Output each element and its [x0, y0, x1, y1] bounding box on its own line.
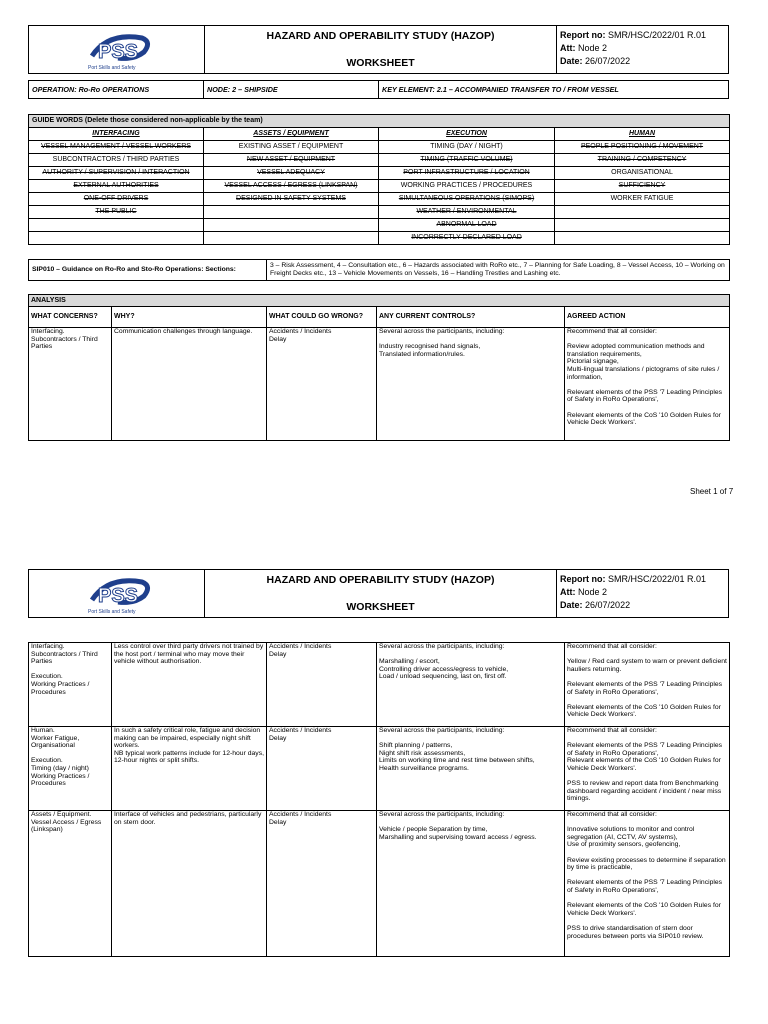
att-label: Att:	[560, 587, 576, 597]
sip-label: SIP010 – Guidance on Ro-Ro and Sto-Ro Operations: Sections:	[29, 260, 267, 281]
col-header-wrong: WHAT COULD GO WRONG?	[267, 307, 377, 328]
table-row	[29, 328, 730, 441]
report-value: SMR/HSC/2022/01 R.01	[608, 574, 707, 584]
att-value: Node 2	[578, 587, 608, 597]
header-titles	[205, 26, 557, 73]
page-subtitle: WORKSHEET	[346, 57, 415, 69]
gw-cell	[555, 206, 730, 219]
why-cell: In such a safety critical role, fatigue and decision making can be impaired, especially night shift workers. NB typical work patterns include for 12-hour days, 12-hour nights or split shifts.	[114, 727, 264, 765]
concerns-cell: Interfacing. Subcontractors / Third Parties Execution. Working Practices / Procedures	[31, 643, 98, 696]
gw-cell: TRAINING / COMPETENCY	[555, 154, 730, 167]
gw-cell: SIMULTANEOUS OPERATIONS (SIMOPS)	[379, 193, 555, 206]
gw-cell: ORGANISATIONAL	[555, 167, 730, 180]
gw-cell: WORKING PRACTICES / PROCEDURES	[379, 180, 555, 193]
gw-cell: PEOPLE POSITIONING / MOVEMENT	[555, 141, 730, 154]
col-header-controls: ANY CURRENT CONTROLS?	[377, 307, 565, 328]
wrong-cell: Accidents / Incidents Delay	[269, 643, 332, 658]
gw-cell: NEW ASSET / EQUIPMENT	[204, 154, 379, 167]
att-label: Att:	[560, 43, 576, 53]
report-label: Report no:	[560, 30, 606, 40]
gw-cell	[555, 232, 730, 245]
controls-cell: Several across the participants, including: Vehicle / people Separation by time, Marshalling and supervising toward access / egress.	[379, 811, 537, 841]
action-cell: Recommend that all consider: Review adopted communication methods and translation requirements, Pictorial signage, Multi-lingual translations / pictograms of site rules / information, Relevant elements of the PSS '7 Leading Principles of Safety in RoRo Operations', Relevant elements of the CoS '10 Golden Rules for Vehicle Deck Workers'.	[567, 328, 723, 427]
pss-logo	[29, 570, 205, 617]
why-cell: Interface of vehicles and pedestrians, particularly on stern door.	[114, 811, 262, 826]
worksheet-header-2	[28, 569, 729, 618]
gw-cell: VESSEL ACCESS / EGRESS (LINKSPAN)	[204, 180, 379, 193]
node-cell: NODE: 2 – SHIPSIDE	[204, 81, 379, 98]
table-row	[29, 643, 730, 727]
action-cell: Recommend that all consider: Yellow / Red card system to warn or prevent deficient hauliers returning. Relevant elements of the PSS '7 Leading Principles of Safety in RoRo Operations', Relevant elements of the CoS '10 Golden Rules for Vehicle Deck Workers'.	[567, 643, 727, 719]
analysis-table-2	[28, 642, 730, 957]
gw-header-execution: EXECUTION	[379, 128, 555, 141]
concerns-cell: Human. Worker Fatigue, Organisational Execution. Timing (day / night) Working Practices / Procedures	[31, 727, 90, 788]
gw-cell: ABNORMAL LOAD	[379, 219, 555, 232]
sip-guidance-table	[28, 259, 730, 281]
logo-tagline: Port Skills and Safety	[87, 64, 136, 71]
operation-bar	[28, 80, 729, 99]
gw-cell: SUFFICIENCY	[555, 180, 730, 193]
report-value: SMR/HSC/2022/01 R.01	[608, 30, 707, 40]
gw-cell: TIMING (TRAFFIC VOLUME)	[379, 154, 555, 167]
wrong-cell: Accidents / Incidents Delay	[269, 328, 332, 343]
why-cell: Communication challenges through language.	[114, 328, 253, 335]
guide-words-table	[28, 114, 730, 245]
pss-logo	[29, 26, 205, 73]
controls-cell: Several across the participants, including: Marshalling / escort, Controlling driver access/egress to vehicle, Load / unload sequencing, last on, first off.	[379, 643, 509, 681]
date-value: 26/07/2022	[585, 56, 631, 66]
logo-text: PSS	[97, 40, 138, 63]
report-meta	[557, 570, 728, 617]
gw-cell: TIMING (DAY / NIGHT)	[379, 141, 555, 154]
gw-cell: VESSEL ADEQUACY	[204, 167, 379, 180]
gw-cell: AUTHORITY / SUPERVISION / INTERACTION	[29, 167, 204, 180]
wrong-cell: Accidents / Incidents Delay	[269, 811, 332, 826]
gw-cell	[29, 219, 204, 232]
col-header-why: WHY?	[112, 307, 267, 328]
gw-cell: ONE-OFF DRIVERS	[29, 193, 204, 206]
controls-cell: Several across the participants, including: Industry recognised hand signals, Translated information/rules.	[379, 328, 505, 358]
gw-cell	[204, 219, 379, 232]
sip-sections: 3 – Risk Assessment, 4 – Consultation etc., 6 – Hazards associated with RoRo etc., 7 – Planning for Safe Loading, 8 – Vessel Access, 10 – Working on Freight Decks etc., 13 – Vehicle Movements on Vessels, 16 – Handling Trestles and Lashing etc.	[267, 260, 730, 281]
gw-cell: WORKER FATIGUE	[555, 193, 730, 206]
page-subtitle: WORKSHEET	[346, 601, 415, 613]
operation-cell: OPERATION: Ro-Ro OPERATIONS	[29, 81, 204, 98]
gw-cell: THE PUBLIC	[29, 206, 204, 219]
gw-cell	[29, 232, 204, 245]
sheet-number: Sheet 1 of 7	[690, 487, 734, 496]
col-header-action: AGREED ACTION	[565, 307, 730, 328]
gw-cell	[204, 206, 379, 219]
logo-tagline: Port Skills and Safety	[87, 608, 136, 615]
key-element-cell: KEY ELEMENT: 2.1 – ACCOMPANIED TRANSFER TO / FROM VESSEL	[382, 85, 619, 94]
logo-text: PSS	[97, 584, 138, 607]
gw-header-human: HUMAN	[555, 128, 730, 141]
controls-cell: Several across the participants, including: Shift planning / patterns, Night shift risk assessments, Limits on working time and rest time between shifts, Health surveillance programs.	[379, 727, 535, 772]
gw-cell: EXTERNAL AUTHORITIES	[29, 180, 204, 193]
action-cell: Recommend that all consider: Relevant elements of the PSS '7 Leading Principles of Safety in RoRo Operations', Relevant elements of the CoS '10 Golden Rules for Vehicle Deck Workers'. PSS to review and report data from Benchmarking dashboard regarding accident / incident / near miss timings.	[567, 727, 723, 803]
col-header-concerns: WHAT CONCERNS?	[29, 307, 112, 328]
table-row	[29, 727, 730, 811]
gw-cell	[555, 219, 730, 232]
table-row	[29, 811, 730, 957]
att-value: Node 2	[578, 43, 608, 53]
date-label: Date:	[560, 56, 583, 66]
gw-cell: WEATHER / ENVIRONMENTAL	[379, 206, 555, 219]
date-value: 26/07/2022	[585, 600, 631, 610]
gw-cell	[204, 232, 379, 245]
report-meta	[557, 26, 728, 73]
gw-header-assets: ASSETS / EQUIPMENT	[204, 128, 379, 141]
action-cell: Recommend that all consider: Innovative solutions to monitor and control segregation (AI, CCTV, AV systems), Use of proximity sensors, geofencing, Review existing processes to determine if separation by time is practicable, Relevant elements of the PSS '7 Leading Principles of Safety in RoRo Operations', Relevant elements of the CoS '10 Golden Rules for Vehicle Deck Workers'. PSS to drive standardisation of stern door procedures between ports via SIP010 review.	[567, 811, 726, 940]
worksheet-header	[28, 25, 729, 74]
analysis-table	[28, 294, 730, 441]
gw-cell: VESSEL MANAGEMENT / VESSEL WORKERS	[29, 141, 204, 154]
header-titles	[205, 570, 557, 617]
gw-cell: EXISTING ASSET / EQUIPMENT	[204, 141, 379, 154]
wrong-cell: Accidents / Incidents Delay	[269, 727, 332, 742]
gw-cell: SUBCONTRACTORS / THIRD PARTIES	[29, 154, 204, 167]
gw-cell: PORT INFRASTRUCTURE / LOCATION	[379, 167, 555, 180]
gw-cell: INCORRECTLY DECLARED LOAD	[379, 232, 555, 245]
analysis-title: ANALYSIS	[29, 295, 730, 307]
date-label: Date:	[560, 600, 583, 610]
concerns-cell: Interfacing. Subcontractors / Third Parties	[31, 328, 98, 351]
concerns-cell: Assets / Equipment. Vessel Access / Egress (Linkspan)	[31, 811, 102, 834]
report-label: Report no:	[560, 574, 606, 584]
why-cell: Less control over third party drivers not trained by the host port / terminal who may move their vehicle without authorisation.	[114, 643, 264, 666]
gw-header-interfacing: INTERFACING	[29, 128, 204, 141]
gw-cell: DESIGNED IN SAFETY SYSTEMS	[204, 193, 379, 206]
page-title: HAZARD AND OPERABILITY STUDY (HAZOP)	[266, 30, 495, 42]
guide-words-title: GUIDE WORDS (Delete those considered non-applicable by the team)	[29, 115, 730, 128]
page-title: HAZARD AND OPERABILITY STUDY (HAZOP)	[266, 574, 495, 586]
